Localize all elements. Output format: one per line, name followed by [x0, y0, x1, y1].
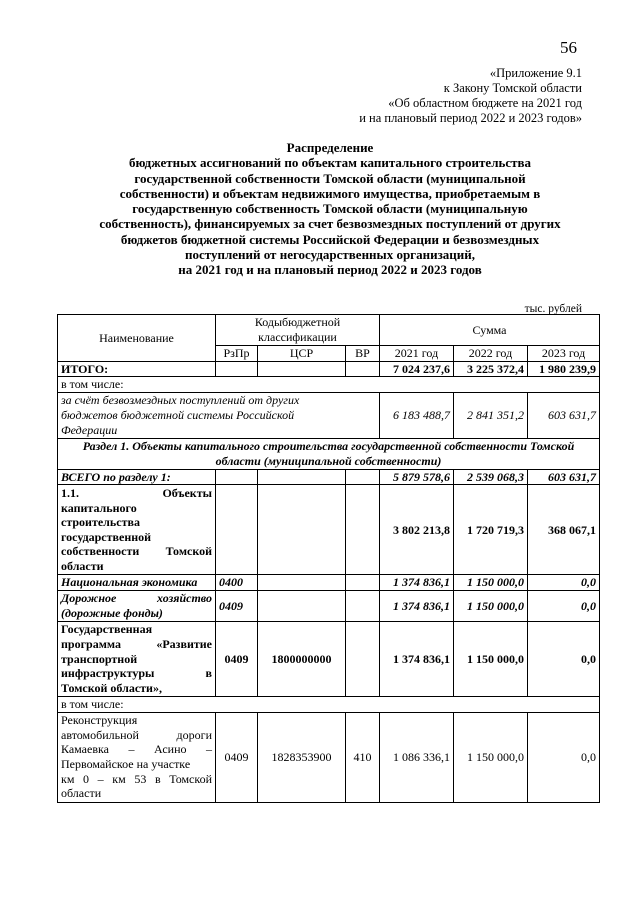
natecon-rzpr: 0400 — [216, 575, 258, 591]
program-rzpr: 0409 — [216, 621, 258, 696]
total-2021: 7 024 237,6 — [380, 361, 454, 377]
appendix-line: «Об областном бюджете на 2021 год — [388, 96, 582, 110]
text-run: Дорожное — [61, 591, 117, 606]
empty-cell — [258, 469, 346, 485]
reconstruction-2021: 1 086 336,1 — [380, 712, 454, 802]
text-run: автомобильной — [61, 727, 139, 742]
text-line: области — [61, 786, 102, 801]
section-total-2021: 5 879 578,6 — [380, 469, 454, 485]
natecon-2021: 1 374 836,1 — [380, 575, 454, 591]
transfers-row — [58, 392, 600, 438]
text-run: хозяйство — [157, 591, 212, 606]
roads-name — [58, 590, 216, 621]
units-label: тыс. рублей — [524, 303, 582, 315]
appendix-header — [252, 66, 582, 126]
including-label: в том числе: — [58, 696, 600, 712]
header-name: Наименование — [58, 315, 216, 362]
reconstruction-vr: 410 — [346, 712, 380, 802]
text-run: 1.1. — [61, 486, 79, 501]
text-run: 53 — [134, 771, 147, 786]
empty-cell — [346, 469, 380, 485]
header-codes: Кодыбюджетной классификации — [216, 315, 380, 346]
page-number: 56 — [560, 38, 577, 57]
empty-cell — [346, 485, 380, 575]
roads-2023: 0,0 — [528, 590, 600, 621]
reconstruction-csr: 1828353900 — [258, 712, 346, 802]
reconstruction-2022: 1 150 000,0 — [454, 712, 528, 802]
text-line: государственной — [61, 529, 152, 544]
total-rzpr — [216, 361, 258, 377]
text-run: программа — [61, 637, 121, 652]
transfers-name-line: Федерации — [61, 422, 118, 437]
text-line: Государственная — [61, 622, 153, 637]
including-label: в том числе: — [58, 377, 600, 393]
section-total-2022: 2 539 068,3 — [454, 469, 528, 485]
total-row — [58, 361, 600, 377]
subsection-2022: 1 720 719,3 — [454, 485, 528, 575]
empty-cell — [346, 621, 380, 696]
section-title-line: области (муниципальной собственности) — [215, 453, 442, 468]
text-line: транспортной — [61, 651, 138, 666]
program-2022: 1 150 000,0 — [454, 621, 528, 696]
header-rzpr: РзПр — [216, 346, 258, 362]
text-run: км — [112, 771, 126, 786]
text-run: инфраструктуры — [61, 666, 155, 681]
text-run: «Развитие — [156, 637, 212, 652]
total-vr — [346, 361, 380, 377]
text-line: капитального — [61, 500, 137, 515]
roads-row — [58, 590, 600, 621]
transfers-name — [58, 392, 380, 438]
text-line: (дорожные фонды) — [61, 605, 163, 620]
text-run: в — [205, 666, 212, 681]
text-run: Камаевка — [61, 742, 109, 757]
text-run: собственности — [61, 544, 140, 559]
text-line: Томской области», — [61, 680, 162, 695]
empty-cell — [258, 575, 346, 591]
appendix-line: «Приложение 9.1 — [489, 66, 582, 80]
roads-2021: 1 374 836,1 — [380, 590, 454, 621]
empty-cell — [346, 590, 380, 621]
subsection-2021: 3 802 213,8 — [380, 485, 454, 575]
title-line: государственной собственности Томской области (муниципальной — [134, 170, 526, 186]
total-2022: 3 225 372,4 — [454, 361, 528, 377]
text-run: Объекты — [162, 486, 212, 501]
header-2021: 2021 год — [380, 346, 454, 362]
reconstruction-name — [58, 712, 216, 802]
empty-cell — [258, 485, 346, 575]
text-run: Томской — [165, 544, 212, 559]
program-row — [58, 621, 600, 696]
including-row — [58, 696, 600, 712]
text-line: Первомайское на участке — [61, 757, 191, 772]
empty-cell — [216, 469, 258, 485]
appendix-line: и на плановый период 2022 и 2023 годов» — [359, 111, 582, 125]
natecon-2023: 0,0 — [528, 575, 600, 591]
program-name — [58, 621, 216, 696]
roads-2022: 1 150 000,0 — [454, 590, 528, 621]
transfers-2022: 2 841 351,2 — [454, 392, 528, 438]
title-heading: Распределение — [286, 140, 374, 155]
transfers-name-line: за счёт безвозмездных поступлений от других — [61, 393, 300, 408]
section-title-line: Раздел 1. Объекты капитального строительства государственной собственности Томской — [82, 439, 575, 454]
header-2023: 2023 год — [528, 346, 600, 362]
section-total-name: ВСЕГО по разделу 1: — [58, 469, 216, 485]
header-row — [58, 315, 600, 346]
section-total-row — [58, 469, 600, 485]
transfers-2023: 603 631,7 — [528, 392, 600, 438]
text-line: Реконструкция — [61, 713, 138, 728]
header-sum: Сумма — [380, 315, 600, 346]
appendix-line: к Закону Томской области — [443, 81, 582, 95]
natecon-2022: 1 150 000,0 — [454, 575, 528, 591]
title-line: бюджетов бюджетной системы Российской Федерации и безвозмездных — [120, 231, 540, 247]
title-line: государственную собственность Томской области (муниципальную — [132, 201, 528, 217]
program-2023: 0,0 — [528, 621, 600, 696]
reconstruction-row — [58, 712, 600, 802]
empty-cell — [258, 590, 346, 621]
title-line: бюджетных ассигнований по объектам капитального строительства — [128, 155, 532, 171]
program-2021: 1 374 836,1 — [380, 621, 454, 696]
transfers-name-line: бюджетов бюджетной системы Российской — [61, 407, 295, 422]
section-total-2023: 603 631,7 — [528, 469, 600, 485]
subsection-name — [58, 485, 216, 575]
transfers-2021: 6 183 488,7 — [380, 392, 454, 438]
total-csr — [258, 361, 346, 377]
subsection-row — [58, 485, 600, 575]
document-title — [60, 140, 600, 278]
section-row — [58, 438, 600, 469]
text-run: – — [128, 742, 135, 757]
natecon-name: Национальная экономика — [58, 575, 216, 591]
text-run: Асино – — [153, 742, 213, 757]
text-run: км 0 – — [61, 771, 104, 786]
total-name: ИТОГО: — [58, 361, 216, 377]
text-line: строительства — [61, 515, 140, 530]
including-row — [58, 377, 600, 393]
text-run: в — [154, 771, 161, 786]
program-csr: 1800000000 — [258, 621, 346, 696]
reconstruction-2023: 0,0 — [528, 712, 600, 802]
empty-cell — [346, 575, 380, 591]
budget-table — [57, 314, 600, 803]
header-vr: ВР — [346, 346, 380, 362]
natecon-row — [58, 575, 600, 591]
title-line: поступлений от негосударственных организаций, — [184, 247, 476, 263]
text-run: Томской — [169, 771, 213, 786]
title-line: собственность), финансируемых за счет безвозмездных поступлений от других — [99, 216, 561, 232]
header-csr: ЦСР — [258, 346, 346, 362]
header-2022: 2022 год — [454, 346, 528, 362]
empty-cell — [216, 485, 258, 575]
title-line: на 2021 год и на плановый период 2022 и 2023 годов — [178, 262, 482, 278]
section-1-title — [58, 438, 600, 469]
text-run: дороги — [176, 727, 212, 742]
total-2023: 1 980 239,9 — [528, 361, 600, 377]
reconstruction-rzpr: 0409 — [216, 712, 258, 802]
text-line: области — [61, 559, 104, 574]
roads-rzpr: 0409 — [216, 590, 258, 621]
title-line: собственности) и объектам недвижимого имущества, приобретаемым в — [119, 185, 541, 201]
subsection-2023: 368 067,1 — [528, 485, 600, 575]
